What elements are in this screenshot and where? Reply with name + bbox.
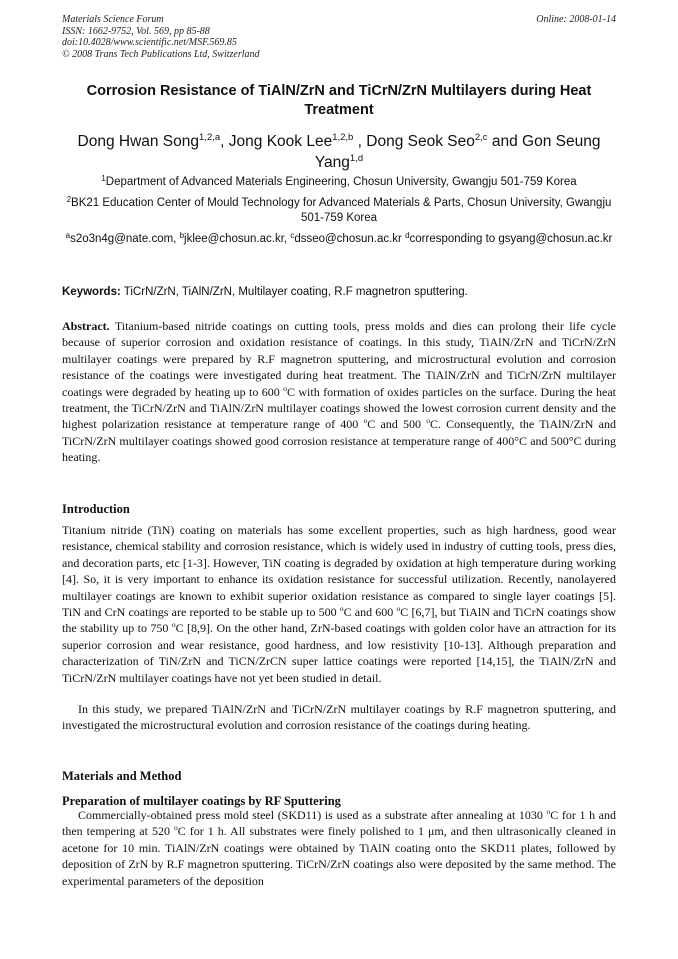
keywords-label: Keywords: bbox=[62, 286, 121, 298]
journal-name: Materials Science Forum bbox=[62, 14, 164, 25]
subsection-heading-preparation: Preparation of multilayer coatings by RF Sputtering bbox=[62, 794, 341, 808]
author-name: Jong Kook Lee bbox=[228, 133, 333, 150]
paper-title: Corrosion Resistance of TiAlN/ZrN and TiCrN/ZrN Multilayers during Heat Treatment bbox=[86, 83, 592, 118]
email-c: dsseo@chosun.ac.kr bbox=[294, 233, 406, 245]
affiliation-1: $^1$Department of Advanced Materials Engineering, Chosun University, Gwangju 501-759 Korea bbox=[101, 174, 577, 188]
journal-copyright: © 2008 Trans Tech Publications Ltd, Switzerland bbox=[62, 48, 260, 60]
journal-doi: doi:10.4028/www.scientific.net/MSF.569.85 bbox=[62, 37, 237, 48]
author-name: Gon Seung Yang bbox=[314, 133, 601, 171]
introduction-paragraph-2: In this study, we prepared TiAlN/ZrN and TiCrN/ZrN multilayer coatings by R.F magnetron sputtering, and investigated the microstructural evolution and corrosion resistance of the coatings during heating. bbox=[62, 702, 616, 733]
journal-header bbox=[62, 14, 260, 60]
online-date: Online: 2008-01-14 bbox=[536, 14, 616, 25]
author-superscript: 2,c bbox=[474, 132, 488, 143]
author-name: Dong Hwan Song bbox=[77, 133, 200, 150]
affiliation-2: $^2$BK21 Education Center of Mould Technology for Advanced Materials & Parts, Chosun University, Gwangju 501-759 Korea bbox=[66, 195, 612, 224]
author-name: Dong Seok Seo bbox=[366, 133, 475, 150]
author-list: Dong Hwan Song$^{1,2,a}$, Jong Kook Lee$^{1,2,b}$ , Dong Seok Seo$^{2,c}$ and Gon Seung Yang$^{1,d}$ bbox=[77, 132, 601, 171]
author-superscript: 1,2,b bbox=[332, 132, 354, 143]
section-heading-methods: Materials and Method bbox=[62, 769, 182, 783]
email-d: corresponding to gsyang@chosun.ac.kr bbox=[409, 233, 613, 245]
methods-paragraph: Commercially-obtained press mold steel (SKD11) is used as a substrate after annealing at 1030 $^o$C for 1 h and then tempering at 520 $^o$C for 1 h. All substrates were finely polished to 1 μm, and then ultrasonically cleaned in acetone for 10 min. TiAlN/ZrN coatings were obtained by TiAlN coating onto the SKD11 plates, followed by deposition of ZrN by R.F magnetron sputtering. TiCrN/ZrN coatings also were deposited by the same method. The experimental parameters of the deposition bbox=[62, 807, 616, 888]
keywords: Keywords: TiCrN/ZrN, TiAlN/ZrN, Multilayer coating, R.F magnetron sputtering. bbox=[62, 286, 468, 298]
author-emails: $^a$s2o3n4g@nate.com, $^b$jklee@chosun.ac.kr, $^c$dsseo@chosun.ac.kr $^d$corresponding to gsyang@chosun.ac.kr bbox=[65, 231, 613, 245]
email-a: s2o3n4g@nate.com, bbox=[70, 233, 180, 245]
abstract: Abstract. Titanium-based nitride coatings on cutting tools, press molds and dies can prolong their life cycle because of superior corrosion and oxidation resistance of coatings. In this study, TiAlN/ZrN and TiCrN/ZrN multilayer coatings were prepared by R.F magnetron sputtering, and microstructural evolution and corrosion resistance of the coatings were investigated during heat treatment. The TiAlN/ZrN and TiCrN/ZrN multilayer coatings were degraded by heating up to 600 $^o$C with formation of oxides particles on the surface. During the heat treatment, the TiCrN/ZrN and TiAlN/ZrN multilayer coatings showed the lowest corrosion current density and the highest polarization resistance at temperature range of 400 $^o$C and 500 $^o$C. Consequently, the TiAlN/ZrN and TiCrN/ZrN multilayer coatings showed good corrosion resistance at temperature range of 400°C and 500°C during heating. bbox=[62, 319, 617, 465]
section-heading-introduction: Introduction bbox=[62, 502, 130, 516]
author-superscript: 1,2,a bbox=[199, 132, 221, 143]
email-b: jklee@chosun.ac.kr, bbox=[184, 233, 291, 245]
introduction-paragraph-1: Titanium nitride (TiN) coating on materials has some excellent properties, such as high hardness, good wear resistance, chemical stability and corrosion resistance, which is widely used in industry of cutting tools, press dies, and decoration parts, etc [1-3]. However, TiN coating is degraded by oxidation at high temperature during working [4]. So, it is very important to enhance its oxidation resistance for successful utilization. Recently, nanolayered multilayer coatings are known to exhibit superior oxidation resistance as compared to single layer coatings [5]. TiN and CrN coatings are reported to be stable up to 500 $^o$C and 600 $^o$C [6,7], but TiAlN and TiCrN coatings show the stability up to 750 $^o$C [8,9]. On the other hand, ZrN-based coatings with golden color have an attraction for its superior corrosion and wear resistance, good hardness, and low resistivity [10-13]. Although preparation and characterization of TiN/ZrN and TiCN/ZrCN super lattice coatings were reported [14,15], the TiAlN/ZrN and TiCrN/ZrN multilayer coatings have not yet been studied in detail. bbox=[62, 523, 616, 685]
author-superscript: 1,d bbox=[349, 153, 364, 164]
journal-issn: ISSN: 1662-9752, Vol. 569, pp 85-88 bbox=[62, 25, 210, 37]
abstract-label: Abstract. bbox=[62, 319, 110, 333]
